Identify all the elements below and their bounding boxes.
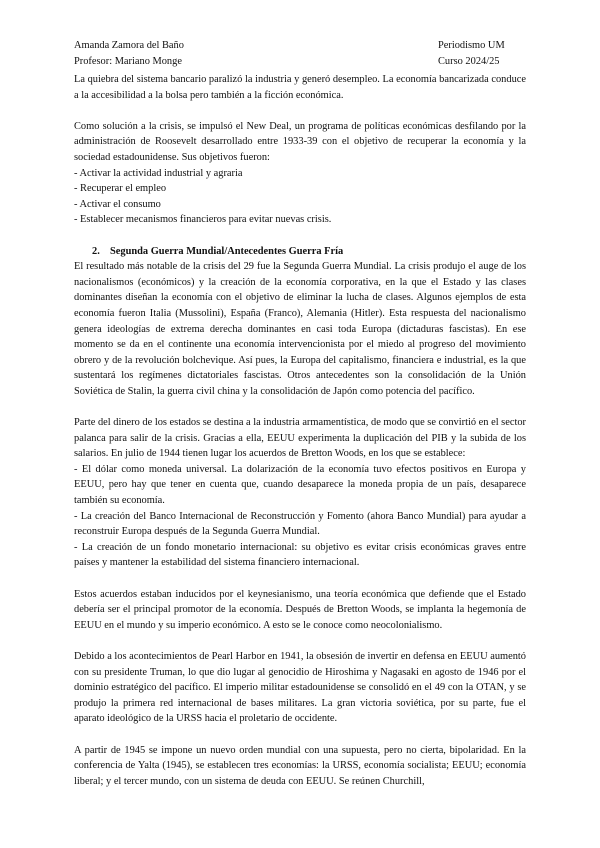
professor-name: Profesor: Mariano Monge [74, 55, 182, 67]
author-name: Amanda Zamora del Baño [74, 40, 184, 51]
page-header [74, 38, 526, 69]
list-item: - Activar la actividad industrial y agraria [74, 167, 243, 179]
list-item: - Activar el consumo [74, 198, 161, 210]
paragraph-keynesianism: Estos acuerdos estaban inducidos por el keynesianismo, una teoría económica que defiende que el Estado debería ser el principal promotor de la economía. Después de Bretton Woods, se implanta la hegemonía de EEUU en el mundo y su imperio económico. A esto se le conoce como neocolonialismo. [74, 588, 526, 631]
new-deal-objectives-list [74, 166, 526, 228]
document-body [74, 72, 526, 789]
list-item: - La creación del Banco Internacional de Reconstrucción y Fomento (ahora Banco Mundial) para ayudar a reconstruir Europa después de la Segunda Guerra Mundial. [74, 510, 526, 538]
list-item: - Recuperar el empleo [74, 183, 167, 195]
list-item: - Establecer mecanismos financieros para evitar nuevas crisis. [74, 214, 332, 226]
list-item: - La creación de un fondo monetario internacional: su objetivo es evitar crisis económicas graves entre países y mantener la estabilidad del sistema financiero internacional. [74, 541, 526, 569]
list-item: - El dólar como moneda universal. La dolarización de la economía tuvo efectos positivos en Europa y EEUU, pero hay que tener en cuenta que, cuando desaparece la moneda propia de un país, desaparece también su economía. [74, 463, 526, 507]
section-heading [92, 244, 526, 260]
course-year: Curso 2024/25 [438, 55, 500, 67]
section-number: 2. [92, 245, 100, 257]
section-title: Segunda Guerra Mundial/Antecedentes Guerra Fría [110, 245, 344, 257]
paragraph-pearl-harbor: Debido a los acontecimientos de Pearl Harbor en 1941, la obsesión de invertir en defensa en EEUU aumentó con su presidente Truman, lo que dio lugar al genocidio de Hiroshima y Nagasaki en agosto de 1946 por el dominio estratégico del pacífico. El imperio militar estadounidense se consolidó en el 49 con la OTAN, y se produjo la primera red internacional de bases militares. La gran victoria soviética, por su parte, fue el aparato ideológico de la URSS hacia el proletario de occidente. [74, 650, 526, 725]
paragraph-banking-crisis: La quiebra del sistema bancario paralizó la industria y generó desempleo. La economía bancarizada conduce a la accesibilidad a la bolsa pero también a la ficción económica. [74, 74, 526, 101]
bretton-woods-list [74, 462, 526, 571]
paragraph-arms-industry: Parte del dinero de los estados se destina a la industria armamentística, de modo que se convirtió en el sector palanca para salir de la crisis. Gracias a ella, EEUU experimenta la duplicación del PIB y la subida de los salarios. En julio de 1944 tienen lugar los acuerdos de Bretton Woods, en los que se establece: [74, 417, 526, 460]
paragraph-new-world-order: A partir de 1945 se impone un nuevo orden mundial con una supuesta, pero no cierta, bipolaridad. En la conferencia de Yalta (1945), se establecen tres economías: la URSS, economía socialista; EEUU; economía liberal; y el tercer mundo, con un sistema de deuda con EEUU. Se reúnen Churchill, [74, 744, 526, 787]
paragraph-ww2: El resultado más notable de la crisis del 29 fue la Segunda Guerra Mundial. La crisis produjo el auge de los nacionalismos (económicos) y la creación de la economía corporativa, en la que el Estado y las clases dominantes diseñan la economía con el objetivo de eliminar la lucha de clases. Algunos ejemplos de esta economía fueron Italia (Mussolini), España (Franco), Alemania (Hitler). Esta respuesta del nacionalismo genera ideologías de extrema derecha dominantes en casi toda Europa (dictaduras fascistas). En ese momento se da en el continente una economía intervencionista por el miedo al progreso del movimiento obrero y de la revolución bolchevique. Así pues, la Europa del capitalismo, financiera e industrial, es la que sustentará los regímenes dictatoriales fascistas. Otros antecedentes son la consolidación de la Unión Soviética de Stalin, la guerra civil china y la consolidación de Japón como potencia del pacífico. [74, 261, 526, 397]
paragraph-new-deal: Como solución a la crisis, se impulsó el New Deal, un programa de políticas económicas desfilando por la administración de Roosevelt desarrollado entre 1933-39 con el objetivo de recuperar la economía y la sociedad estadounidense. Sus objetivos fueron: [74, 120, 526, 163]
subject-name: Periodismo UM [438, 40, 505, 51]
